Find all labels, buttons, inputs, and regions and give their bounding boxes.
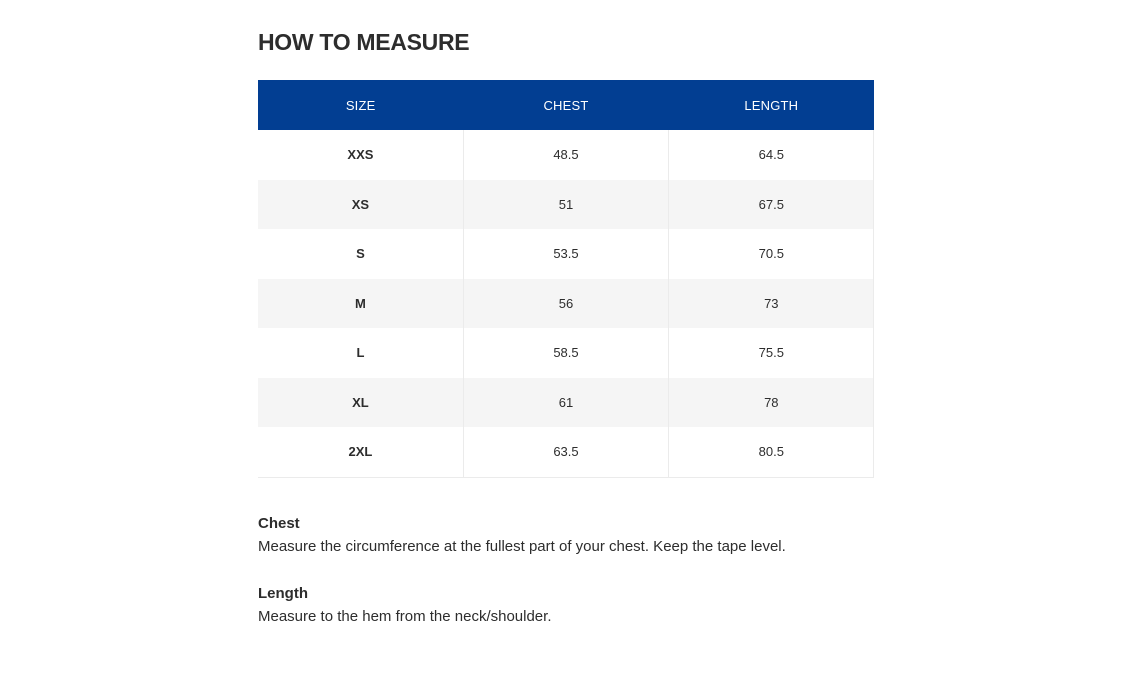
table-row: [258, 328, 874, 378]
table-row: [258, 229, 874, 279]
table-row: [258, 427, 874, 477]
page-title: HOW TO MEASURE: [258, 29, 470, 55]
chest-cell: 51: [463, 180, 668, 230]
table-row: [258, 378, 874, 428]
size-cell: M: [258, 279, 463, 329]
table-row: [258, 180, 874, 230]
size-cell: XXS: [258, 130, 463, 180]
chest-cell: 58.5: [463, 328, 668, 378]
chest-cell: 53.5: [463, 229, 668, 279]
length-cell: 67.5: [669, 180, 874, 230]
size-cell: XL: [258, 378, 463, 428]
table-header-row: [258, 80, 874, 130]
length-note-text: Measure to the hem from the neck/shoulder.: [258, 608, 552, 625]
length-note-heading: Length: [258, 585, 308, 602]
chest-cell: 63.5: [463, 427, 668, 477]
length-cell: 75.5: [669, 328, 874, 378]
chest-cell: 56: [463, 279, 668, 329]
size-cell: L: [258, 328, 463, 378]
column-header-size: SIZE: [258, 80, 463, 130]
length-cell: 64.5: [669, 130, 874, 180]
chest-cell: 48.5: [463, 130, 668, 180]
chest-note: [258, 512, 874, 558]
chest-cell: 61: [463, 378, 668, 428]
length-note: [258, 582, 874, 628]
measurement-notes: [258, 512, 874, 652]
table-row: [258, 279, 874, 329]
chest-note-heading: Chest: [258, 515, 300, 532]
size-cell: XS: [258, 180, 463, 230]
size-cell: 2XL: [258, 427, 463, 477]
column-header-chest: CHEST: [463, 80, 668, 130]
length-cell: 80.5: [669, 427, 874, 477]
length-cell: 70.5: [669, 229, 874, 279]
length-cell: 73: [669, 279, 874, 329]
length-cell: 78: [669, 378, 874, 428]
size-cell: S: [258, 229, 463, 279]
table-row: [258, 130, 874, 180]
size-chart-table: [258, 80, 874, 478]
column-header-length: LENGTH: [669, 80, 874, 130]
chest-note-text: Measure the circumference at the fullest part of your chest. Keep the tape level.: [258, 538, 786, 555]
